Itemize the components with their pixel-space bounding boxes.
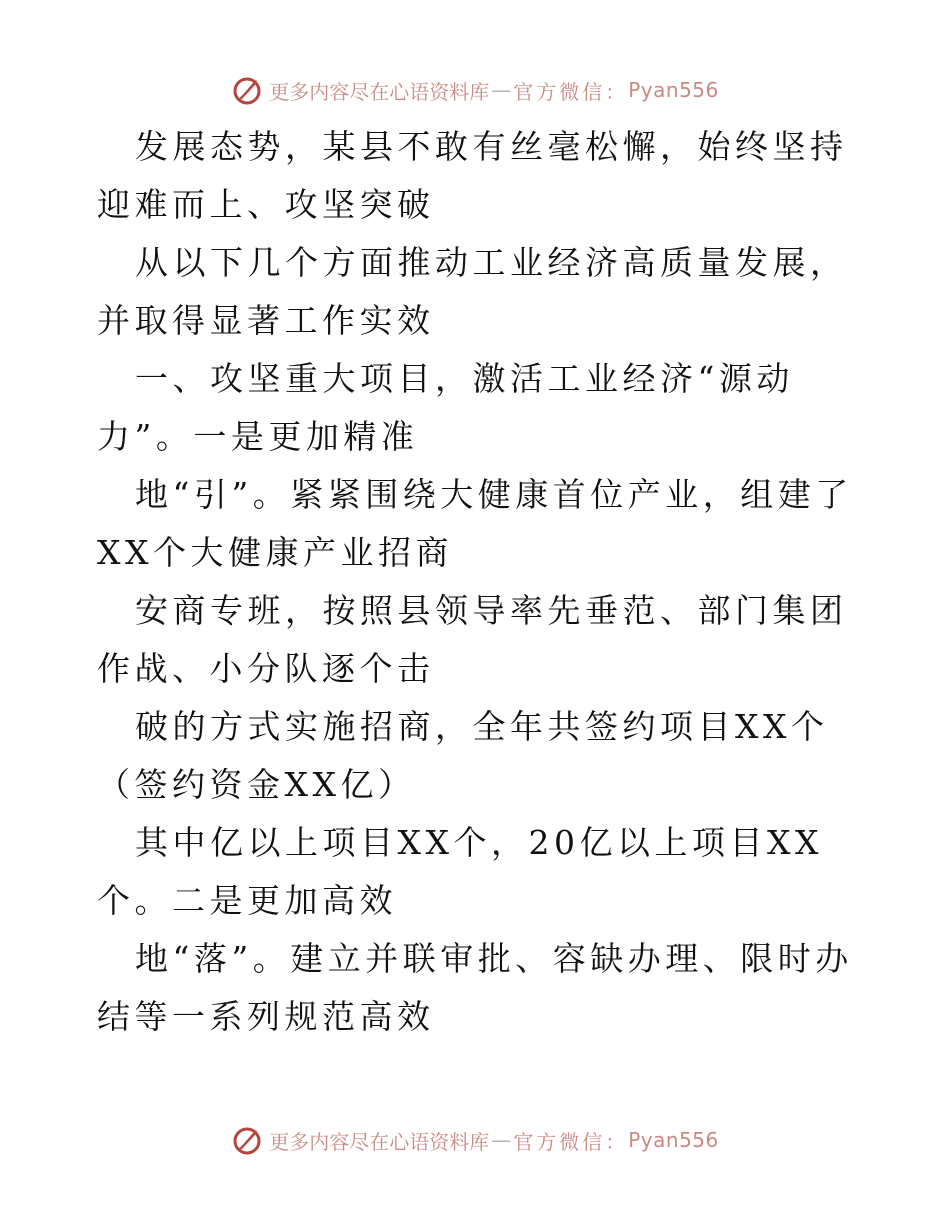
document-body <box>97 118 867 1046</box>
banner-wechat-id: Pyan556 <box>628 78 719 102</box>
paragraph: 从以下几个方面推动工业经济高质量发展，并取得显著工作实效 <box>97 243 848 340</box>
quill-pen-logo-icon <box>231 1124 263 1156</box>
footer-watermark-banner <box>0 1120 950 1160</box>
header-watermark-banner <box>0 70 950 110</box>
paragraph: 破的方式实施招商，全年共签约项目XX个（签约资金XX亿） <box>97 707 829 804</box>
banner-dash: — <box>491 78 512 102</box>
quill-pen-logo-icon <box>231 74 263 106</box>
paragraph: 一、攻坚重大项目，激活工业经济“源动力”。一是更加精准 <box>97 359 794 456</box>
banner-dash: — <box>491 1128 512 1152</box>
paragraph: 安商专班，按照县领导率先垂范、部门集团作战、小分队逐个击 <box>97 591 848 688</box>
banner-wechat-id: Pyan556 <box>628 1128 719 1152</box>
paragraph: 地“落”。建立并联审批、容缺办理、限时办结等一系列规范高效 <box>97 939 853 1036</box>
paragraph: 地“引”。紧紧围绕大健康首位产业，组建了XX个大健康产业招商 <box>97 475 853 572</box>
paragraph: 其中亿以上项目XX个，20亿以上项目XX个。二是更加高效 <box>97 823 823 920</box>
banner-official-label: 官方微信： <box>513 1129 629 1154</box>
paragraph: 发展态势，某县不敢有丝毫松懈，始终坚持迎难而上、攻坚突破 <box>97 127 848 224</box>
banner-official-label: 官方微信： <box>513 79 629 104</box>
banner-main-text: 更多内容尽在心语资料库 <box>269 1129 490 1154</box>
banner-main-text: 更多内容尽在心语资料库 <box>269 79 490 104</box>
